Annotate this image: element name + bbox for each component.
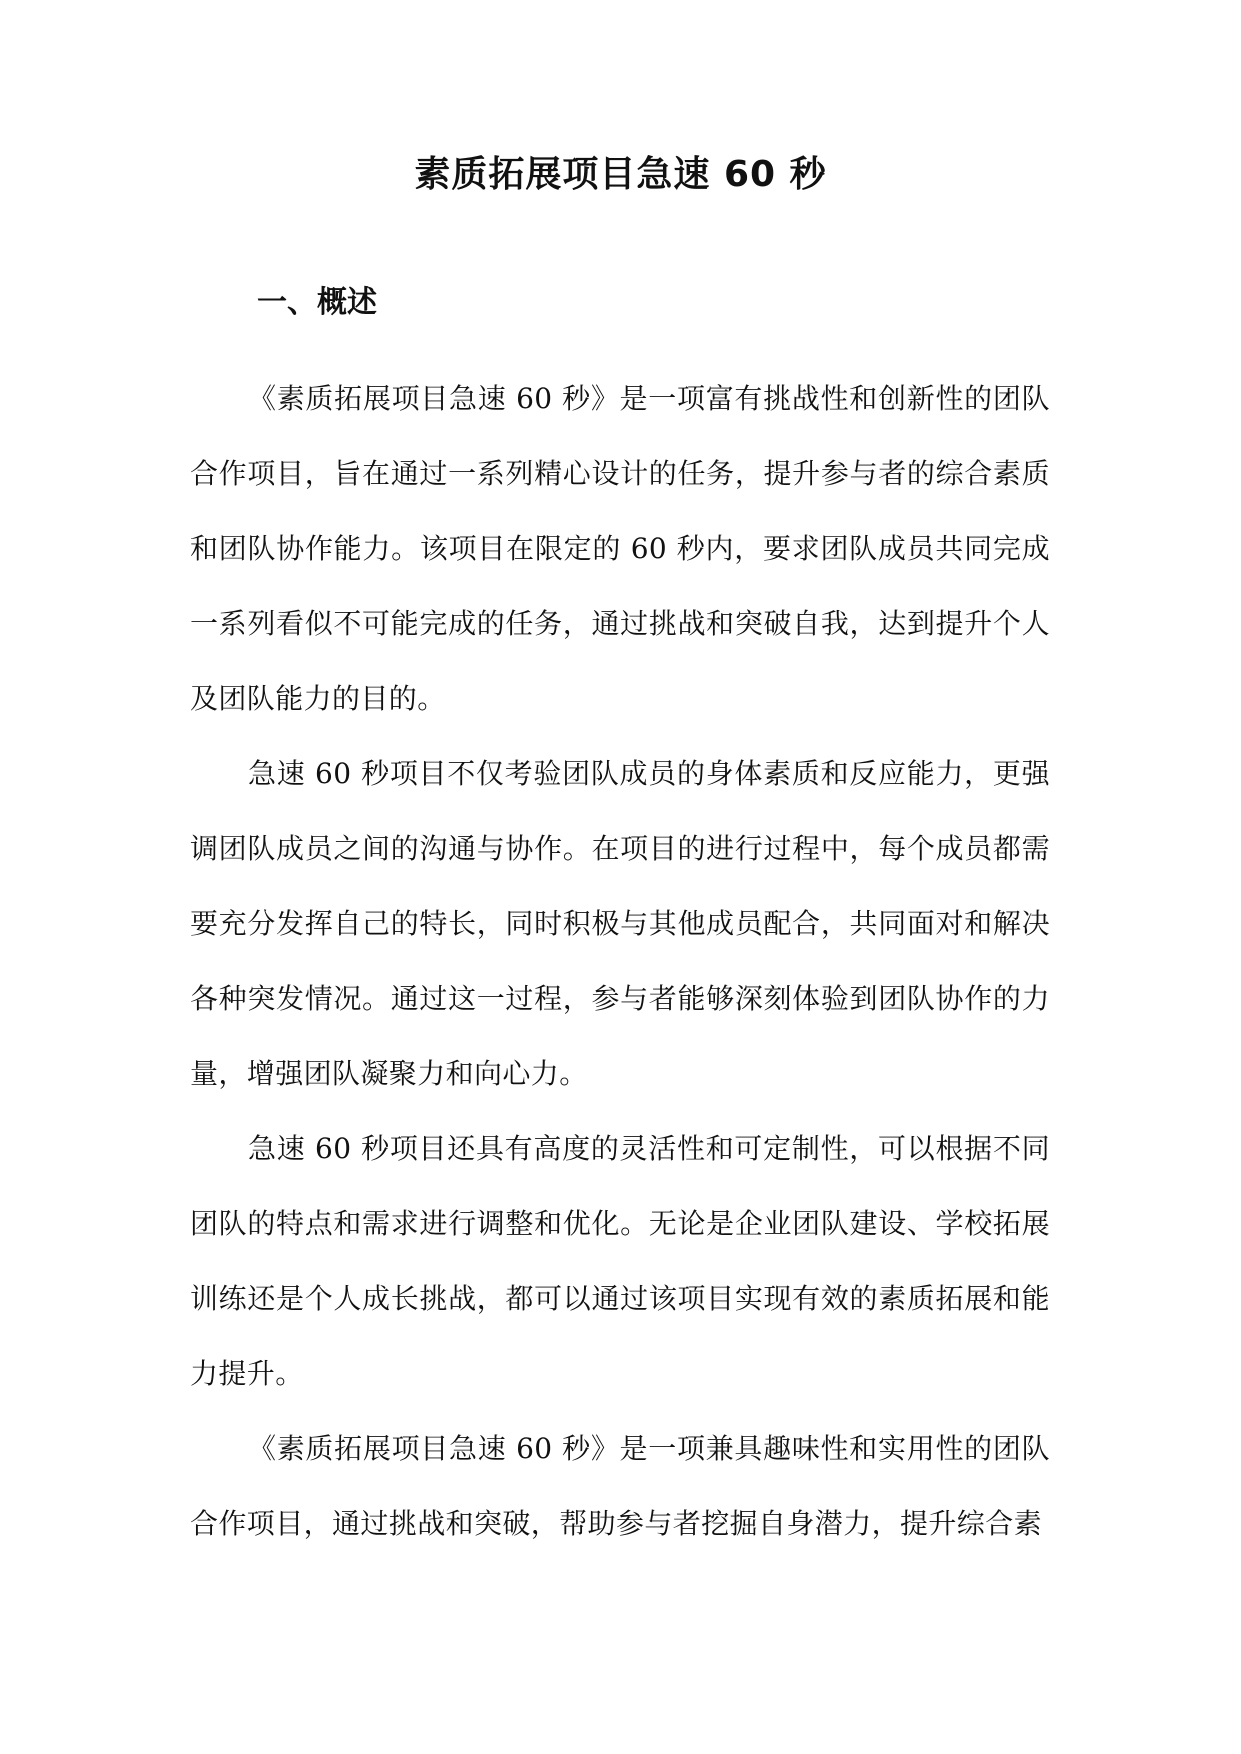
paragraph-1: 《素质拓展项目急速 60 秒》是一项富有挑战性和创新性的团队合作项目，旨在通过一系列精心设计的任务，提升参与者的综合素质和团队协作能力。该项目在限定的 60 秒内，要求团队成员共同完成一系列看似不可能完成的任务，通过挑战和突破自我，达到提升个人及团队能力的目的。 xyxy=(190,382,1050,715)
paragraph-2: 急速 60 秒项目不仅考验团队成员的身体素质和反应能力，更强调团队成员之间的沟通与协作。在项目的进行过程中，每个成员都需要充分发挥自己的特长，同时积极与其他成员配合，共同面对和解决各种突发情况。通过这一过程，参与者能够深刻体验到团队协作的力量，增强团队凝聚力和向心力。 xyxy=(190,757,1050,1090)
paragraph-3: 急速 60 秒项目还具有高度的灵活性和可定制性，可以根据不同团队的特点和需求进行调整和优化。无论是企业团队建设、学校拓展训练还是个人成长挑战，都可以通过该项目实现有效的素质拓展和能力提升。 xyxy=(190,1132,1050,1390)
document-title: 素质拓展项目急速 60 秒 xyxy=(414,154,827,195)
paragraph-4: 《素质拓展项目急速 60 秒》是一项兼具趣味性和实用性的团队合作项目，通过挑战和突破，帮助参与者挖掘自身潜力，提升综合素 xyxy=(190,1432,1050,1540)
section-heading: 一、概述 xyxy=(257,285,377,320)
body-text xyxy=(190,361,1050,1561)
